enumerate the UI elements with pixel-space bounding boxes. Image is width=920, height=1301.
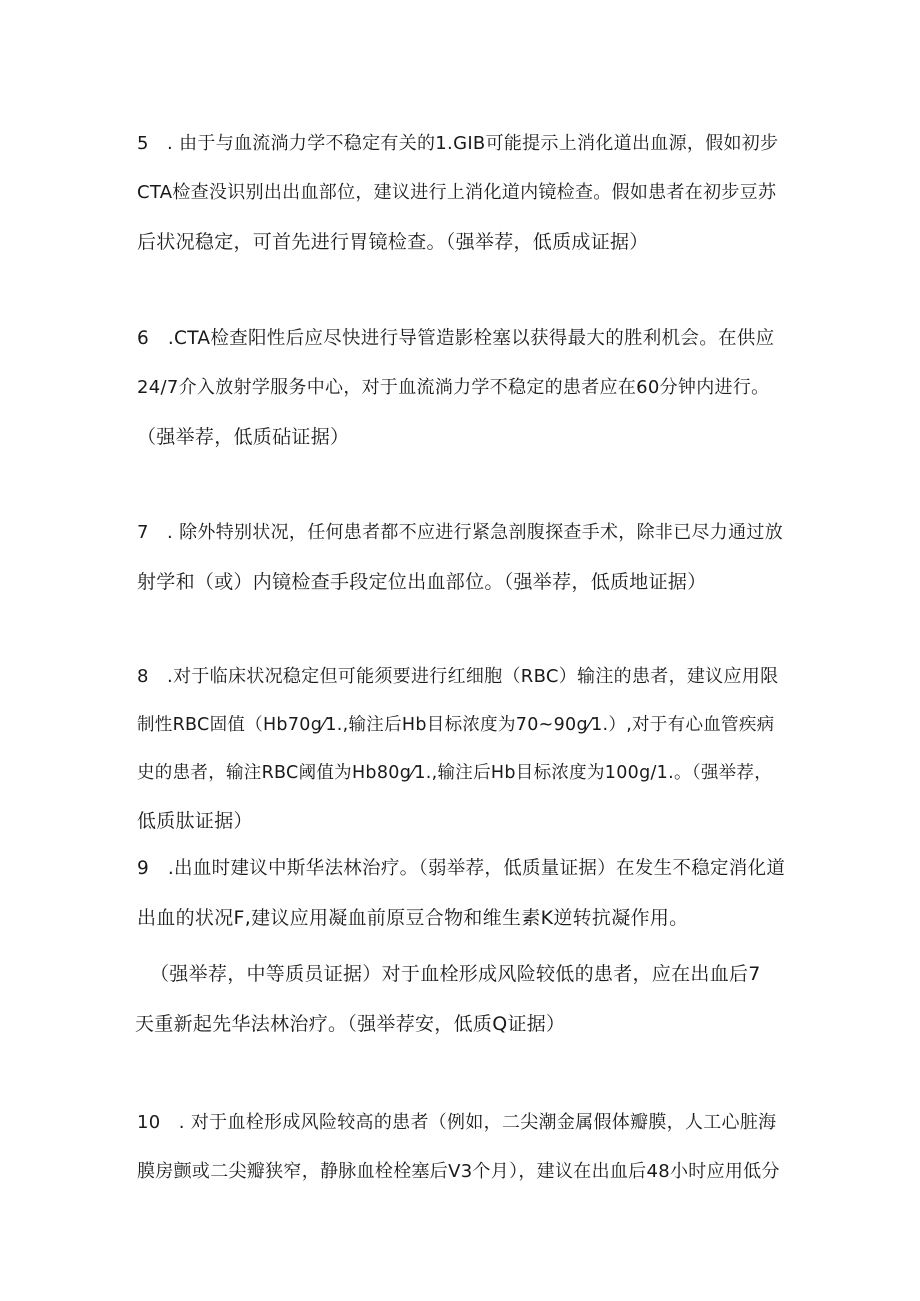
item-8-line-1: 8 .对于临床状况稳定但可能须要进行红细胞（RBC）输注的患者，建议应用限 — [137, 666, 779, 687]
item-5-line-3: 后状况稳定，可首先进行胃镜检查。（强举荐，低质成证据） — [137, 231, 649, 253]
item-5-line-2: CTA检查没识别出出血部位，建议进行上消化道内镜检查。假如患者在初步豆苏 — [137, 182, 777, 203]
item-9-line-4: 天重新起先华法林治疗。（强举荐安，低质Q证据） — [135, 1013, 566, 1035]
item-6-line-2: 24/7介入放射学服务中心，对于血流淌力学不稳定的患者应在60分钟内进行。 — [137, 377, 770, 398]
item-6-line-1: 6 .CTA检查阳性后应尽快进行导管造影栓塞以获得最大的胜利机会。在供应 — [137, 328, 775, 349]
item-9-line-2: 出血的状况F,建议应用凝血前原豆合物和维生素K逆转抗凝作用。 — [137, 907, 689, 929]
item-8-line-4: 低质肽证据） — [137, 810, 253, 832]
item-7-line-1: 7 . 除外特别状况，任何患者都不应进行紧急剖腹探查手术，除非已尽力通过放 — [137, 522, 783, 543]
item-8-line-3: 史的患者，输注RBC阈值为Hb80g⁄1.,输注后Hb目标浓度为100g/1.。（强举荐， — [137, 763, 773, 783]
item-10-line-1: 10 . 对于血栓形成风险较高的患者（例如，二尖潮金属假体瓣膜，人工心脏海 — [137, 1112, 777, 1133]
item-7-line-2: 射学和（或）内镜检查手段定位出血部位。（强举荐，低质地证据） — [137, 571, 707, 593]
item-5-line-1: 5 . 由于与血流淌力学不稳定有关的1.GIB可能提示上消化道出血源，假如初步 — [137, 133, 779, 154]
item-6-line-3: （强举荐，低质砧证据） — [137, 426, 350, 448]
item-9-line-3: （强举荐，中等质员证据）对于血栓形成风险较低的患者，应在出血后7 — [150, 963, 761, 985]
item-8-line-2: 制性RBC固值（Hb70g⁄1.,输注后Hb目标浓度为70~90g⁄1.）,对于有心血管疾病 — [137, 715, 775, 735]
item-9-line-1: 9 .出血时建议中斯华法林治疗。（弱举荐，低质量证据）在发生不稳定消化道 — [137, 858, 786, 879]
item-10-line-2: 膜房颤或二尖瓣狭窄，静脉血栓栓塞后V3个月），建议在出血后48小时应用低分 — [137, 1161, 780, 1182]
